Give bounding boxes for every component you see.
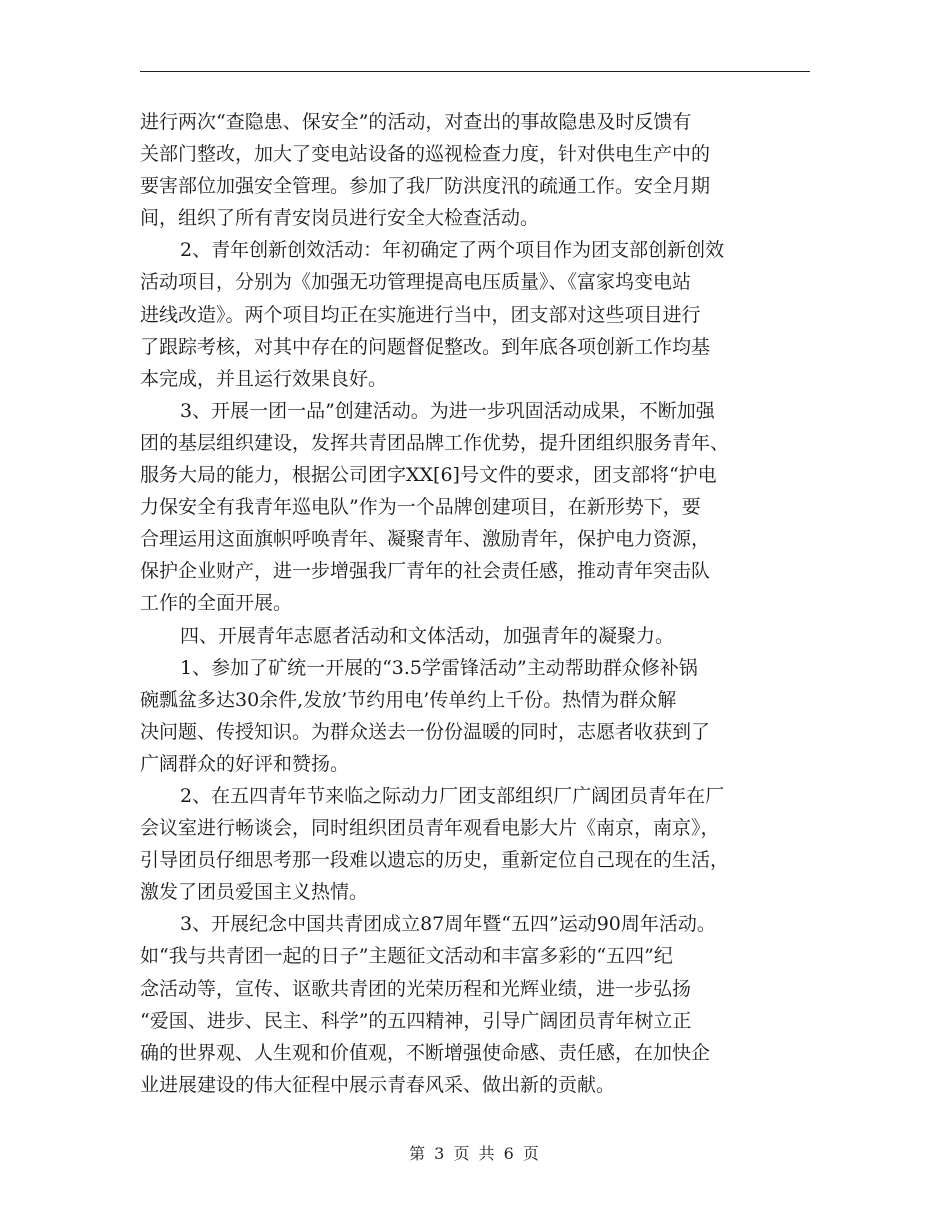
text-line: 本完成，并且运行效果良好。	[140, 367, 388, 390]
section-heading: 四、开展青年志愿者活动和文体活动，加强青年的凝聚力。	[180, 624, 675, 647]
text-line: 如“我与共青团一起的日子”主题征文活动和丰富多彩的“五四”纪	[140, 945, 673, 968]
text-line: 决问题、传授知识。为群众送去一份份温暖的同时，志愿者收获到了	[140, 720, 711, 743]
text-line: 了跟踪考核，对其中存在的问题督促整改。到年底各项创新工作均基	[140, 335, 711, 358]
text-line: 团的基层组织建设，发挥共青团品牌工作优势，提升团组织服务青年、	[140, 431, 730, 454]
document-body	[140, 106, 820, 1101]
text-line: 引导团员仔细思考那一段难以遗忘的历史，重新定位自己现在的生活，	[140, 849, 730, 872]
text-line: 进行两次“查隐患、保安全”的活动，对查出的事故隐患及时反馈有	[140, 111, 692, 133]
paragraph-start-line: 1、参加了矿统一开展的“3.5学雷锋活动”主动帮助群众修补锅	[180, 656, 698, 679]
text-line: 保护企业财产，进一步增强我厂青年的社会责任感，推动青年突击队	[140, 560, 711, 583]
text-line: 广阔群众的好评和赞扬。	[140, 752, 350, 775]
text-line: 合理运用这面旗帜呼唤青年、凝聚青年、激励青年，保护电力资源，	[140, 528, 711, 551]
text-line: “爱国、进步、民主、科学”的五四精神，引导广阔团员青年树立正	[140, 1009, 692, 1032]
header-rule	[140, 71, 810, 72]
text-line: 激发了团员爱国主义热情。	[140, 881, 369, 904]
text-line: 力保安全有我青年巡电队”作为一个品牌创建项目，在新形势下，要	[140, 496, 701, 519]
text-line: 要害部位加强安全管理。参加了我厂防洪度汛的疏通工作。安全月期	[140, 175, 711, 198]
paragraph-start-line: 3、开展纪念中国共青团成立87周年暨“五四”运动90周年活动。	[180, 913, 716, 936]
paragraph-start-line: 2、在五四青年节来临之际动力厂团支部组织厂广阔团员青年在厂	[180, 784, 725, 807]
text-line: 进线改造》。两个项目均正在实施进行当中，团支部对这些项目进行	[140, 303, 701, 326]
text-line: 碗瓢盆多达30余件,发放’节约用电’传单约上千份。热情为群众解	[140, 688, 677, 711]
text-line: 活动项目，分别为《加强无功管理提高电压质量》、《富家坞变电站	[140, 271, 692, 294]
paragraph-start-line: 3、开展一团一品”创建活动。为进一步巩固活动成果，不断加强	[180, 399, 715, 422]
text-line: 会议室进行畅谈会，同时组织团员青年观看电影大片《南京，南京》，	[140, 817, 720, 840]
text-line: 服务大局的能力，根据公司团字XX[6]号文件的要求，团支部将“护电	[140, 464, 717, 487]
text-line: 工作的全面开展。	[140, 592, 293, 615]
text-line: 念活动等，宣传、讴歌共青团的光荣历程和光辉业绩，进一步弘扬	[140, 977, 692, 1000]
page-number: 第 3 页 共 6 页	[409, 1144, 541, 1163]
text-line: 业进展建设的伟大征程中展示青春风采、做出新的贡献。	[140, 1073, 616, 1096]
text-line: 间，组织了所有青安岗员进行安全大检查活动。	[140, 207, 540, 230]
text-line: 确的世界观、人生观和价值观，不断增强使命感、责任感，在加快企	[140, 1041, 711, 1064]
text-line: 关部门整改，加大了变电站设备的巡视检查力度，针对供电生产中的	[140, 143, 711, 166]
paragraph-start-line: 2、青年创新创效活动：年初确定了两个项目作为团支部创新创效	[180, 239, 725, 262]
